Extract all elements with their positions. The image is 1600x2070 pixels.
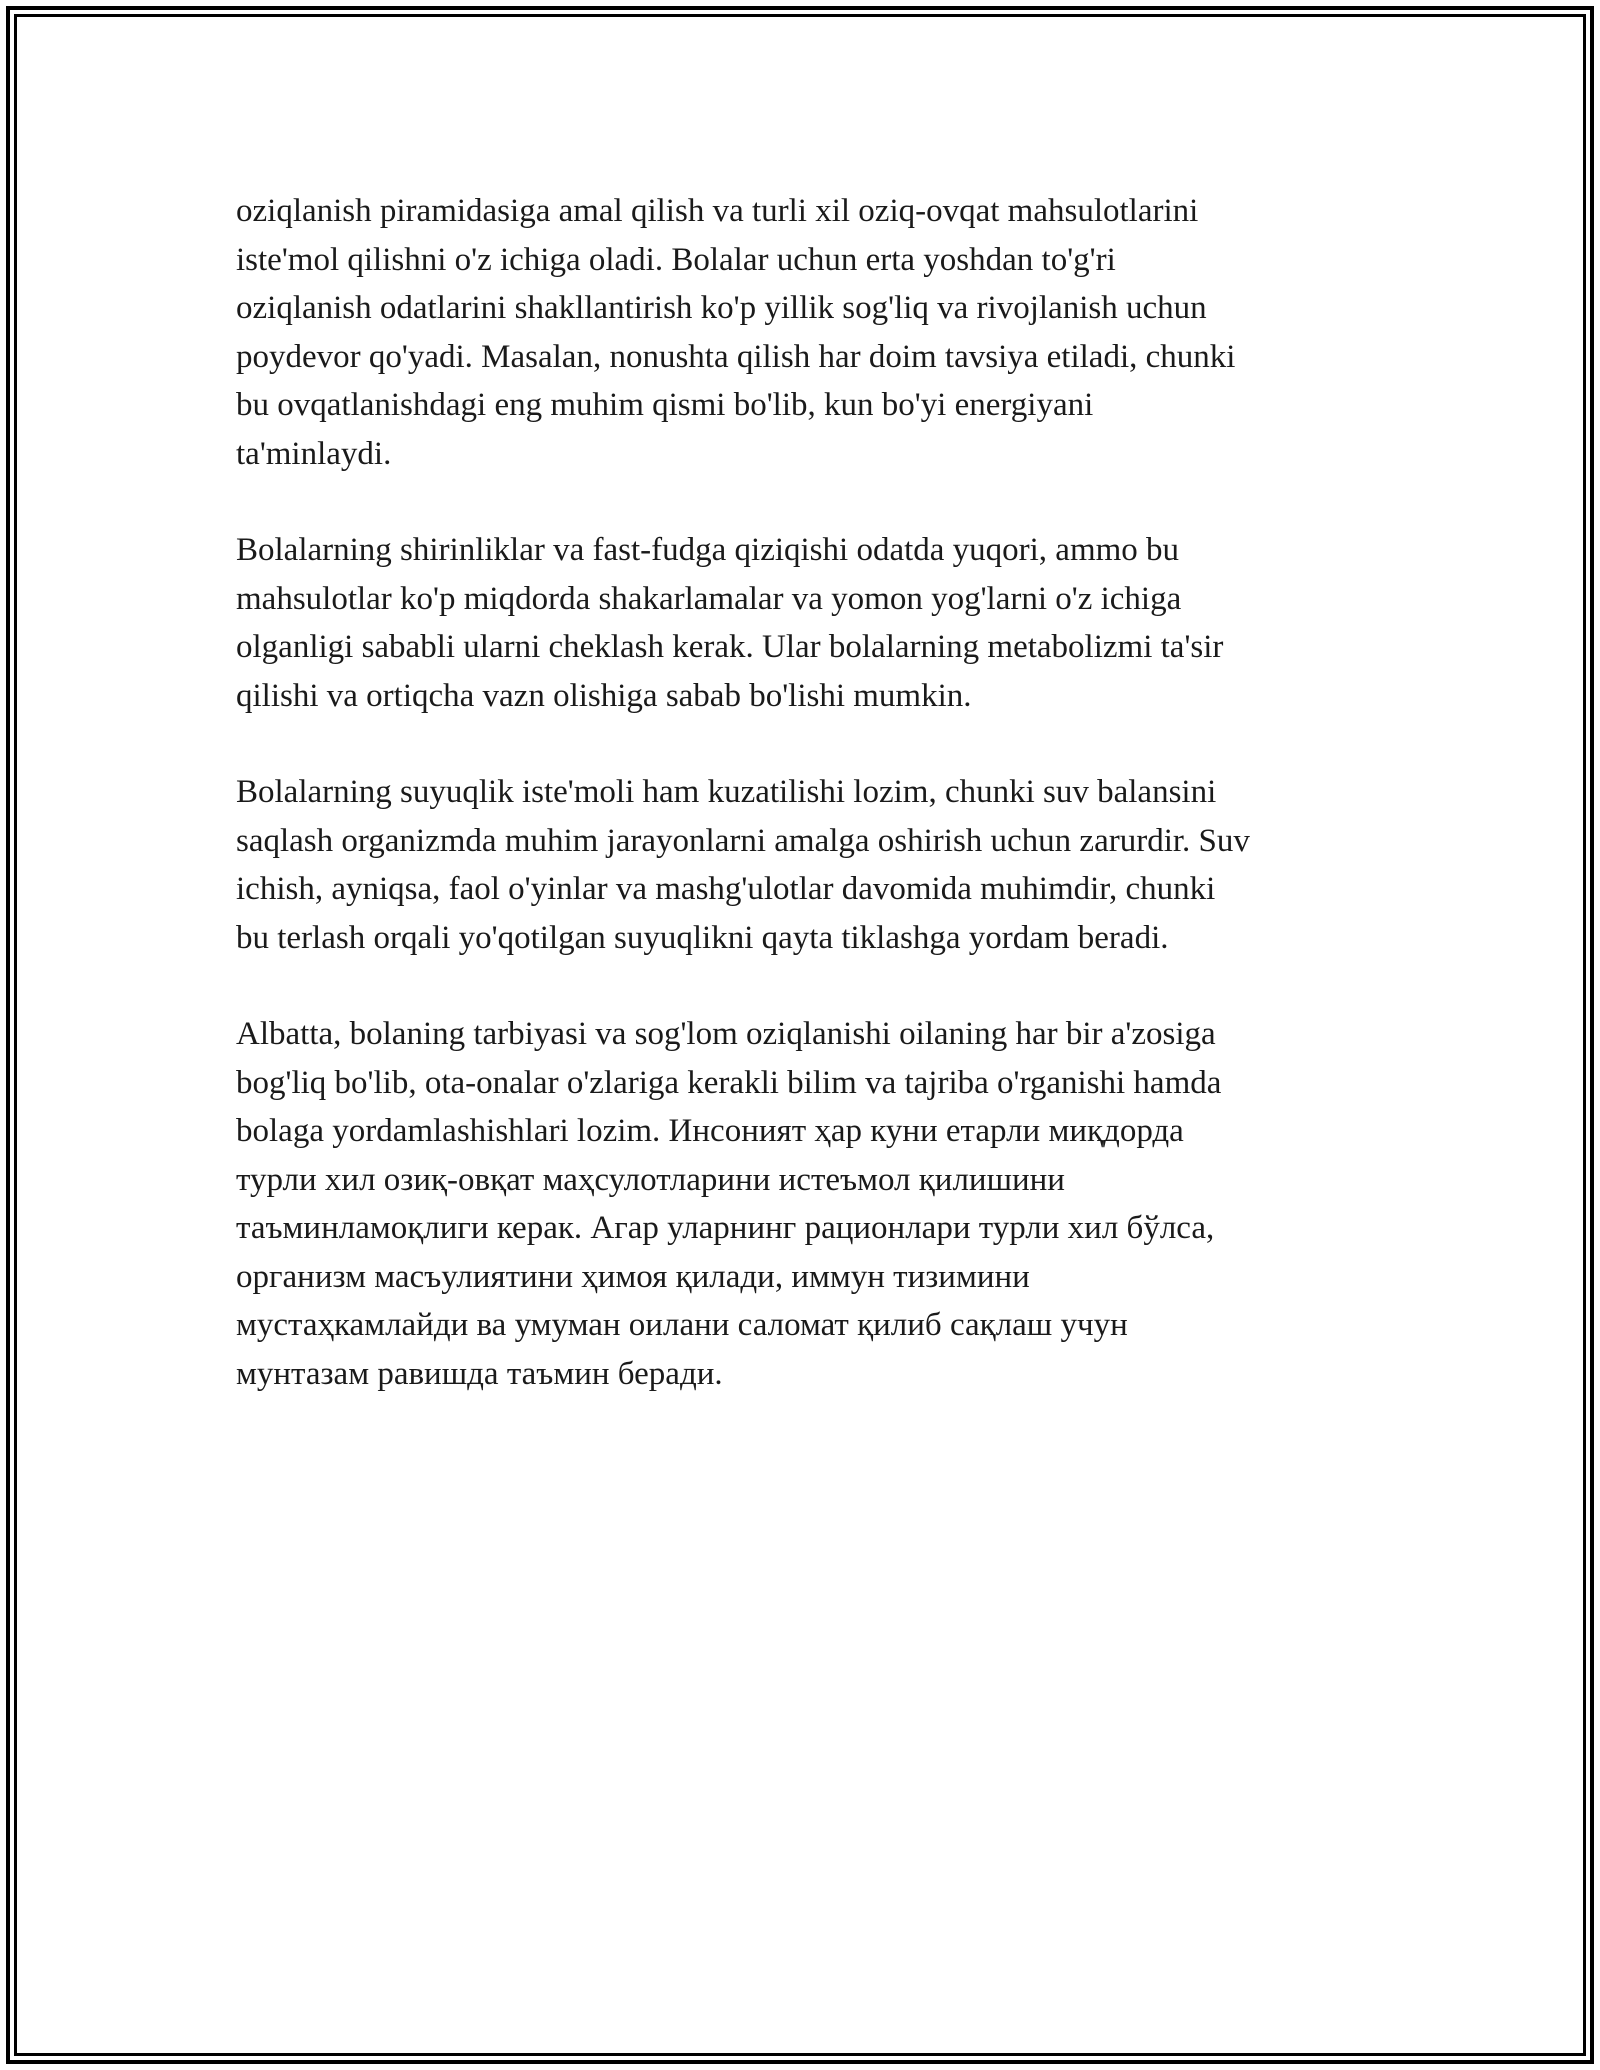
paragraph-family-role: Albatta, bolaning tarbiyasi va sog'lom oziqlanishi oilaning har bir a'zosiga bog'liq bo'lib, ota-onalar o'zlariga kerakli bilim va tajriba o'rganishi hamda bolaga yordamlashishlari lozim. Инсоният ҳар куни етарли миқдорда турли хил озиқ-овқат маҳсулотларини истеъмол қилишини таъминламоқлиги керак. Агар уларнинг рационлари турли хил бўлса, организм масъулиятини ҳимоя қилади, иммун тизимини мустаҳкамлайди ва умуман оилани саломат қилиб сақлаш учун мунтазам равишда таъмин беради. [236,1016,1222,1392]
paragraph-fluid-intake: Bolalarning suyuqlik iste'moli ham kuzatilishi lozim, chunki suv balansini saqlash organizmda muhim jarayonlarni amalga oshirish uchun zarurdir. Suv ichish, ayniqsa, faol o'yinlar va mashg'ulotlar davomida muhimdir, chunki bu terlash orqali yo'qotilgan suyuqlikni qayta tiklashga yordam beradi. [236,774,1250,956]
paragraph-nutrition-pyramid: oziqlanish piramidasiga amal qilish va turli xil oziq-ovqat mahsulotlarini iste'mol qilishni o'z ichiga oladi. Bolalar uchun erta yoshdan to'g'ri oziqlanish odatlarini shakllantirish ko'p yillik sog'liq va rivojlanish uchun poydevor qo'yadi. Masalan, nonushta qilish har doim tavsiya etiladi, chunki bu ovqatlanishdagi eng muhim qismi bo'lib, kun bo'yi energiyani ta'minlaydi. [236,193,1236,472]
paragraph-sweets-fastfood: Bolalarning shirinliklar va fast-fudga qiziqishi odatda yuqori, ammo bu mahsulotlar ko'p miqdorda shakarlamalar va yomon yog'larni o'z ichiga olganligi sababli ularni cheklash kerak. Ular bolalarning metabolizmi ta'sir qilishi va ortiqcha vazn olishiga sabab bo'lishi mumkin. [236,532,1224,714]
document-body [236,187,1376,1446]
